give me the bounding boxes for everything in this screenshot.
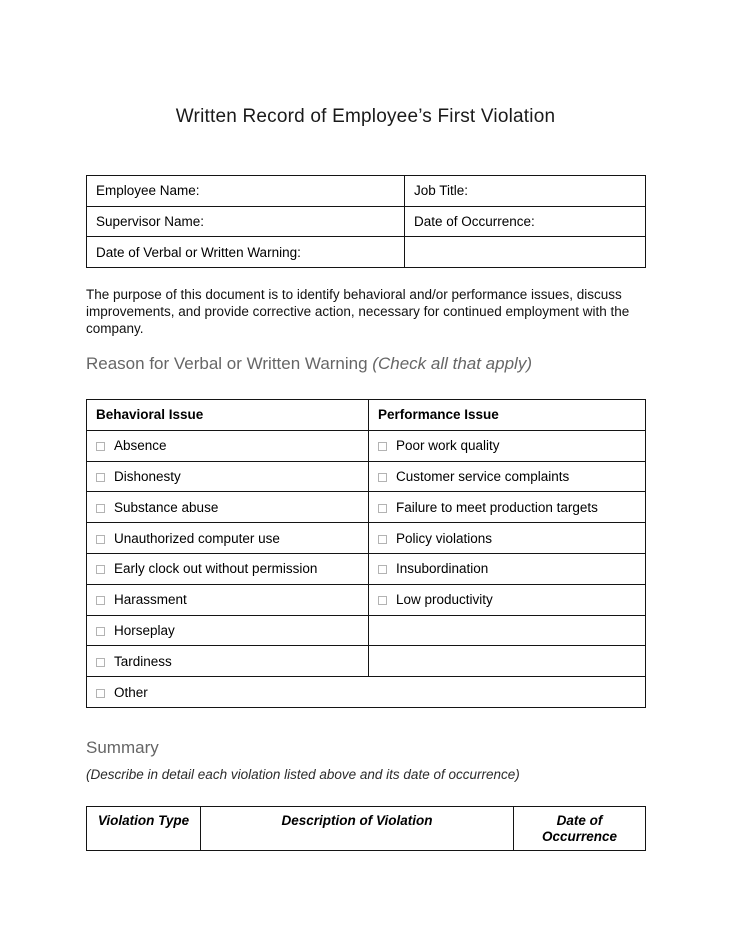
option-cell xyxy=(87,615,369,646)
checkbox-icon[interactable] xyxy=(96,504,105,513)
option-label: Dishonesty xyxy=(114,468,181,484)
option-label: Substance abuse xyxy=(114,499,219,515)
table-header-row xyxy=(87,400,646,431)
option-label: Insubordination xyxy=(396,561,489,577)
option-label: Customer service complaints xyxy=(396,468,570,484)
option-cell xyxy=(369,461,646,492)
checkbox-icon[interactable] xyxy=(96,565,105,574)
table-row xyxy=(87,176,646,207)
table-row xyxy=(87,677,646,708)
table-row xyxy=(87,206,646,237)
reason-heading-text: Reason for Verbal or Written Warning xyxy=(86,354,373,373)
option-cell-other xyxy=(87,677,646,708)
summary-instructions: (Describe in detail each violation listed above and its date of occurrence) xyxy=(86,767,520,782)
option-label: Tardiness xyxy=(114,653,172,669)
reason-heading-note: (Check all that apply) xyxy=(372,354,532,373)
option-cell xyxy=(87,646,369,677)
checkbox-icon[interactable] xyxy=(96,473,105,482)
option-cell xyxy=(369,430,646,461)
table-row xyxy=(87,523,646,554)
option-label: Failure to meet production targets xyxy=(396,499,598,515)
behavioral-issue-header: Behavioral Issue xyxy=(87,400,369,431)
job-title-field[interactable]: Job Title: xyxy=(405,176,646,207)
table-row xyxy=(87,553,646,584)
table-row xyxy=(87,430,646,461)
option-label: Other xyxy=(114,684,148,700)
table-row xyxy=(87,461,646,492)
description-header: Description of Violation xyxy=(201,807,514,851)
empty-cell xyxy=(405,237,646,268)
reason-checklist-table xyxy=(86,399,646,708)
table-row xyxy=(87,646,646,677)
date-of-occurrence-field[interactable]: Date of Occurrence: xyxy=(405,206,646,237)
summary-section-heading: Summary xyxy=(86,738,159,757)
option-label: Early clock out without permission xyxy=(114,561,318,577)
option-cell xyxy=(369,492,646,523)
table-header-row xyxy=(87,807,646,851)
option-label: Poor work quality xyxy=(396,438,500,454)
checkbox-icon[interactable] xyxy=(96,658,105,667)
reason-section-heading xyxy=(86,354,645,374)
table-row xyxy=(87,237,646,268)
checkbox-icon[interactable] xyxy=(378,596,387,605)
option-cell xyxy=(369,553,646,584)
option-cell xyxy=(87,553,369,584)
checkbox-icon[interactable] xyxy=(378,442,387,451)
performance-issue-header: Performance Issue xyxy=(369,400,646,431)
empty-cell xyxy=(369,615,646,646)
table-row xyxy=(87,492,646,523)
option-label: Policy violations xyxy=(396,530,493,546)
option-cell xyxy=(369,584,646,615)
page-title: Written Record of Employee’s First Violation xyxy=(175,106,556,127)
table-row xyxy=(87,615,646,646)
option-cell xyxy=(87,492,369,523)
checkbox-icon[interactable] xyxy=(378,535,387,544)
option-cell xyxy=(87,584,369,615)
info-table xyxy=(86,175,646,268)
purpose-paragraph: The purpose of this document is to identify behavioral and/or performance issues, discuss improvements, and provide corrective action, necessary for continued employment with the company. xyxy=(86,287,630,336)
option-label: Absence xyxy=(114,438,167,454)
option-label: Harassment xyxy=(114,592,187,608)
option-cell xyxy=(87,523,369,554)
checkbox-icon[interactable] xyxy=(96,689,105,698)
option-cell xyxy=(87,461,369,492)
checkbox-icon[interactable] xyxy=(96,442,105,451)
empty-cell xyxy=(369,646,646,677)
checkbox-icon[interactable] xyxy=(96,596,105,605)
supervisor-name-field[interactable]: Supervisor Name: xyxy=(87,206,405,237)
violation-type-header: Violation Type xyxy=(87,807,201,851)
checkbox-icon[interactable] xyxy=(378,473,387,482)
violation-summary-table xyxy=(86,806,646,851)
option-cell xyxy=(87,430,369,461)
checkbox-icon[interactable] xyxy=(96,535,105,544)
checkbox-icon[interactable] xyxy=(378,504,387,513)
option-cell xyxy=(369,523,646,554)
date-of-occurrence-header: Date of Occurrence xyxy=(514,807,646,851)
option-label: Low productivity xyxy=(396,592,493,608)
checkbox-icon[interactable] xyxy=(378,565,387,574)
option-label: Horseplay xyxy=(114,622,175,638)
employee-name-field[interactable]: Employee Name: xyxy=(87,176,405,207)
checkbox-icon[interactable] xyxy=(96,627,105,636)
warning-date-field[interactable]: Date of Verbal or Written Warning: xyxy=(87,237,405,268)
option-label: Unauthorized computer use xyxy=(114,530,280,546)
table-row xyxy=(87,584,646,615)
